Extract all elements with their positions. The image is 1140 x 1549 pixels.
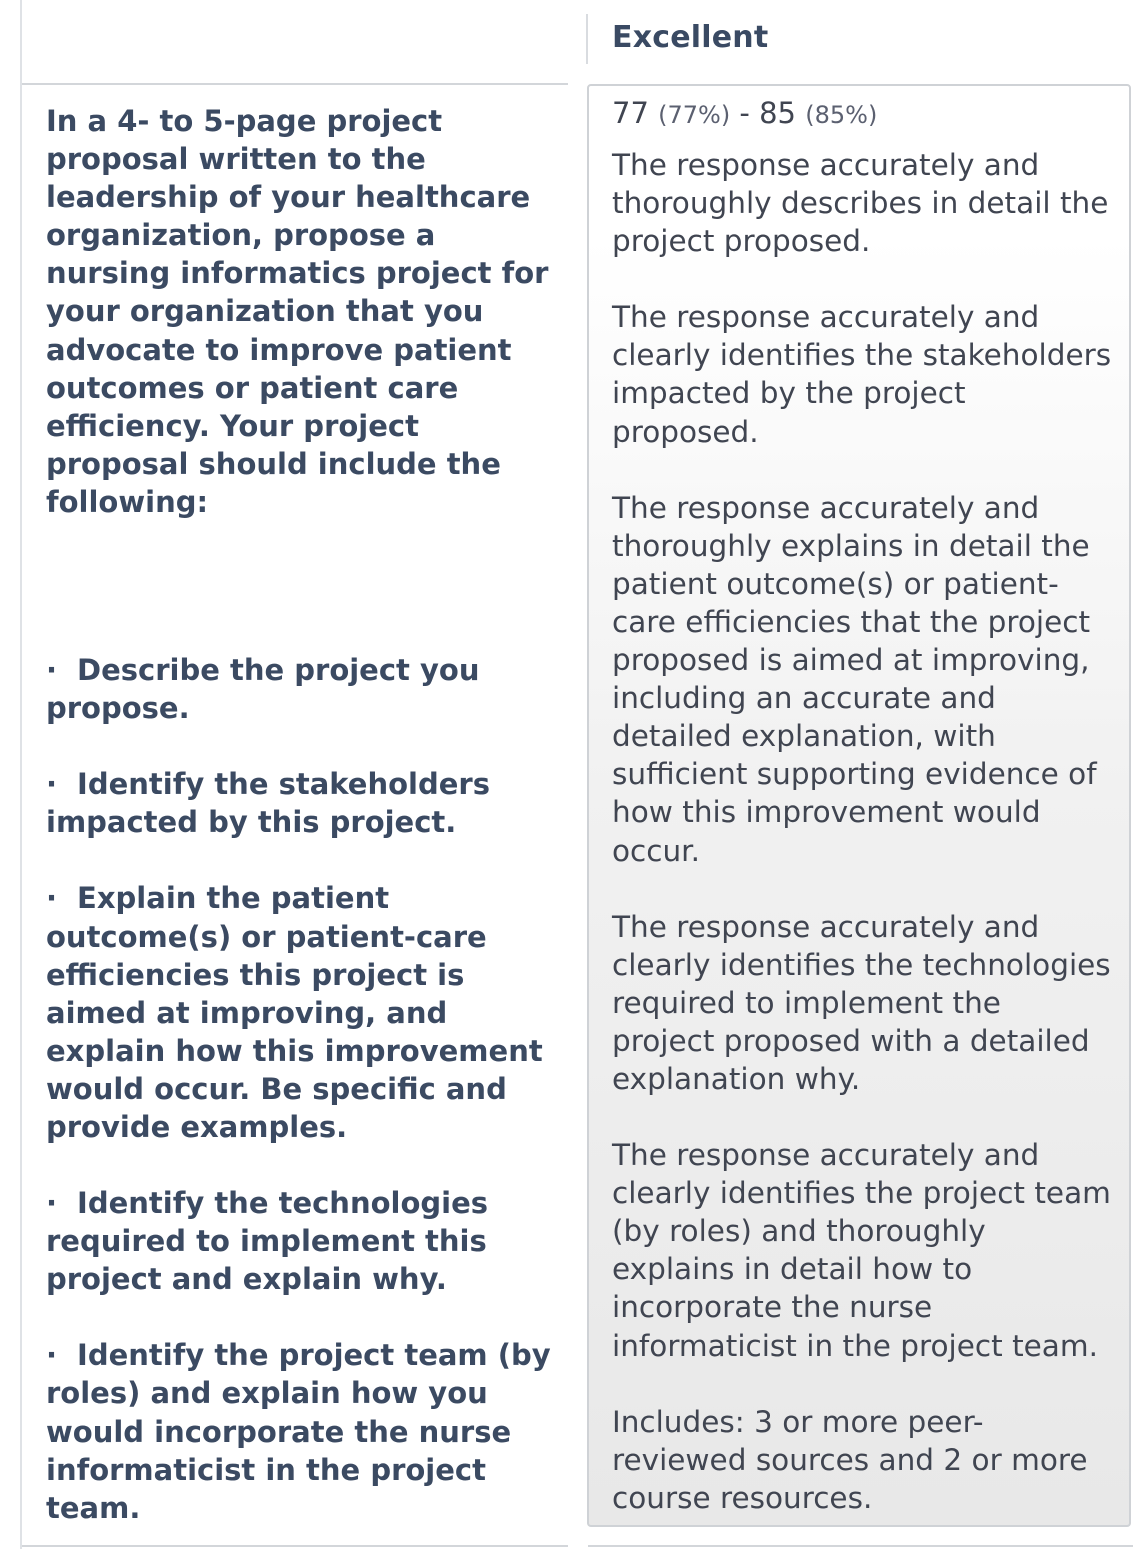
criterion-bullet [46, 765, 551, 841]
rating-description-paragraph: The response accurately and thoroughly explains in detail the patient outcome(s) or patient-care efficiencies that the project proposed is aimed at improving, including an accurate and detailed explanation, with sufficient supporting evidence of how this improvement would occur. [612, 490, 1097, 868]
criterion-intro: In a 4- to 5-page project proposal written to the leadership of your healthcare organization, propose a nursing informatics project for your organization that you advocate to improve patient outcomes or patient care efficiency. Your project proposal should include the following: [46, 104, 549, 519]
rating-description-paragraph: The response accurately and clearly identifies the project team (by roles) and thoroughly explains in detail how to incorporate the nurse informaticist in the project team. [612, 1138, 1111, 1363]
points-high: 85 [759, 96, 797, 130]
criterion-bullet-text: Explain the patient outcome(s) or patient-care efficiencies this project is aimed at improving, and explain how this improvement would occur. Be specific and provide examples. [46, 881, 543, 1144]
bullet-dot-icon: · [46, 1186, 58, 1221]
rating-description [612, 146, 1112, 1517]
criterion-bullet [46, 651, 551, 727]
rating-column-header: Excellent [612, 20, 769, 55]
criterion-bullet [46, 879, 551, 1146]
criterion-bullet-text: Identify the stakeholders impacted by this project. [46, 767, 490, 840]
table-left-border [20, 0, 22, 1549]
points-low: 77 [612, 96, 649, 130]
bullet-dot-icon: · [46, 1338, 58, 1373]
rating-description-paragraph: The response accurately and thoroughly describes in detail the project proposed. [612, 148, 1109, 259]
points-high-percent: (85%) [805, 101, 878, 129]
row-bottom-border-left [22, 1545, 568, 1547]
rating-description-paragraph: The response accurately and clearly identifies the technologies required to implement the project proposed with a detailed explanation why. [612, 909, 1111, 1096]
header-column-divider [586, 14, 588, 64]
criterion-bullet [46, 1184, 551, 1298]
points-range [612, 96, 877, 130]
criterion-description [46, 102, 551, 1527]
rating-description-paragraph: The response accurately and clearly identifies the stakeholders impacted by the project proposed. [612, 300, 1112, 449]
points-low-percent: (77%) [658, 101, 731, 129]
header-row-divider [22, 83, 568, 85]
criterion-bullet-text: Identify the project team (by roles) and explain how you would incorporate the nurse informaticist in the project team. [46, 1338, 551, 1525]
points-separator: - [739, 96, 750, 130]
criterion-bullet-text: Describe the project you propose. [46, 653, 480, 726]
rating-description-paragraph: Includes: 3 or more peer-reviewed sources and 2 or more course resources. [612, 1404, 1088, 1515]
bullet-dot-icon: · [46, 767, 58, 802]
criterion-bullet [46, 1336, 551, 1526]
bullet-dot-icon: · [46, 653, 58, 688]
bullet-dot-icon: · [46, 881, 58, 916]
criterion-bullet-text: Identify the technologies required to implement this project and explain why. [46, 1186, 489, 1297]
row-bottom-border-right [588, 1545, 1133, 1547]
